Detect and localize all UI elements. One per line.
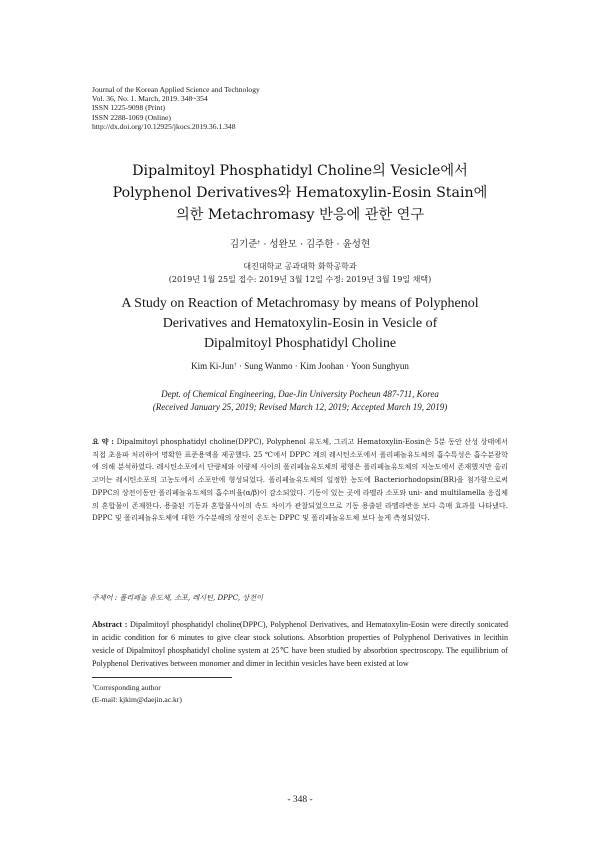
corresponding-mark: † [233,362,237,369]
page-number: - 348 - [287,795,313,805]
author-first: 김기준 [229,239,258,250]
affiliation-english [60,388,540,414]
abstract-korean [92,436,508,525]
affiliation-korean [60,260,540,286]
author-rest: · 성완모 · 김주한 · 윤성현 [260,239,371,250]
footnote-email: (E-mail: kjkim@daejin.ac.kr) [92,695,182,704]
journal-issn-online: ISSN 2288-1069 (Online) [92,112,171,122]
authors-english [60,361,540,371]
title-korean-line: Polyphenol Derivatives와 Hematoxylin-Eosin Stain에 [112,185,488,201]
title-english-line: A Study on Reaction of Metachromasy by means of Polyphenol [121,296,479,311]
affiliation-dept: 대진대학교 공과대학 화학공학과 [243,262,357,271]
journal-doi: http://dx.doi.org/10.12925/jkocs.2019.36.1.348 [92,121,236,131]
author-rest: · Sung Wanmo · Kim Joohan · Yoon Sunghyun [236,361,409,371]
affiliation-dates: (2019년 1월 25일 접수: 2019년 3월 12일 수정: 2019년 3월 19일 채택) [168,275,432,284]
footnote-mark: † [92,684,95,690]
corresponding-mark: † [257,240,261,247]
abstract-english [92,618,508,670]
title-korean-line: 의한 Metachromasy 반응에 관한 연구 [175,207,425,223]
title-korean-line: Dipalmitoyl Phosphatidyl Choline의 Vesicle에서 [132,163,468,179]
abstract-label: Abstract : [92,620,130,629]
keywords-korean: 주제어 : 폴리페놀 유도체, 소포, 레시틴, DPPC, 상전이 [92,593,263,602]
title-english-line: Derivatives and Hematoxylin-Eosin in Vesicle of [162,316,438,331]
journal-volume: Vol. 36, No. 1. March, 2019. 348~354 [92,94,208,104]
journal-issn-print: ISSN 1225-9098 (Print) [92,103,165,113]
abstract-label: 요 약 : [92,437,117,446]
affiliation-dept: Dept. of Chemical Engineering, Dae-Jin University Pocheun 487-711, Korea [161,389,439,399]
title-english-line: Dipalmitoyl Phosphatidyl Choline [203,336,397,351]
title-english [60,294,540,354]
author-first: Kim Ki-Jun [191,361,234,371]
abstract-text: Dipalmitoyl phosphatidyl choline(DPPC), Polyphenol Derivatives, and Hematoxylin-Eosin were directly sonicated in acidic condition for 6 minutes to give clear stock solutions. Absorbtion properties of Polyphenol Derivatives in lecithin vesicle of Dipalmitoyl phosphatidyl choline system at 25℃ have been studied by absorbtion spectroscopy. The equilibrium of Polyphenol Derivatives between monomer and dimer in lecithin vesicles have been existed at low [92,620,508,668]
affiliation-dates: (Received January 25, 2019; Revised March 12, 2019; Accepted March 19, 2019) [152,402,448,412]
footnote-text: Corresponding author [94,683,161,692]
footnote-divider [92,677,232,678]
journal-info [92,85,392,131]
authors-korean [60,236,540,250]
journal-name: Journal of the Korean Applied Science and Technology [92,85,260,94]
abstract-text: Dipalmitoyl phosphatidyl choline(DPPC), Polyphenol 유도체, 그리고 Hematoxylin-Eosin은 5분 동안 산성 상태에서 직접 초음파 처리하여 명확한 표준용액을 제공했다. 25 ℃에서 DPPC 계의 레시틴소포에서 폴리페놀유도체의 흡수특성은 흡수분광학에 의해 분석하였다. 레시틴소포에서 단량체와 이량체 사이의 폴리페놀유도체의 평형은 폴리페놀유도체의 저농도에서 존재했지만 올리고머는 레시틴소포의 고농도에서 소포안에 형성되었다. 폴리페놀유도체의 일정한 농도에 Bacteriorhodopsin(BR)을 첨가함으로써 DPPC의 상전이동안 폴리페놀유도체의 흡수비율(α/β)이 감소되었다. 기동이 있는 곳에 라멜라 소포와 uni- and multilamella 응집체의 혼합물이 존재한다. 용출된 기동과 혼합물사이의 속도 차이가 관찰되었으므로 기동 용출된 라멜라반응 보다 촉매 효과를 나타냈다. DPPC 및 폴리페놀유도체에 대한 가수분해의 상전이 온도는 DPPC 및 폴리페놀유도체 보다 높게 측정되었다. [92,437,508,523]
title-korean [60,160,540,226]
footnote [92,682,392,706]
